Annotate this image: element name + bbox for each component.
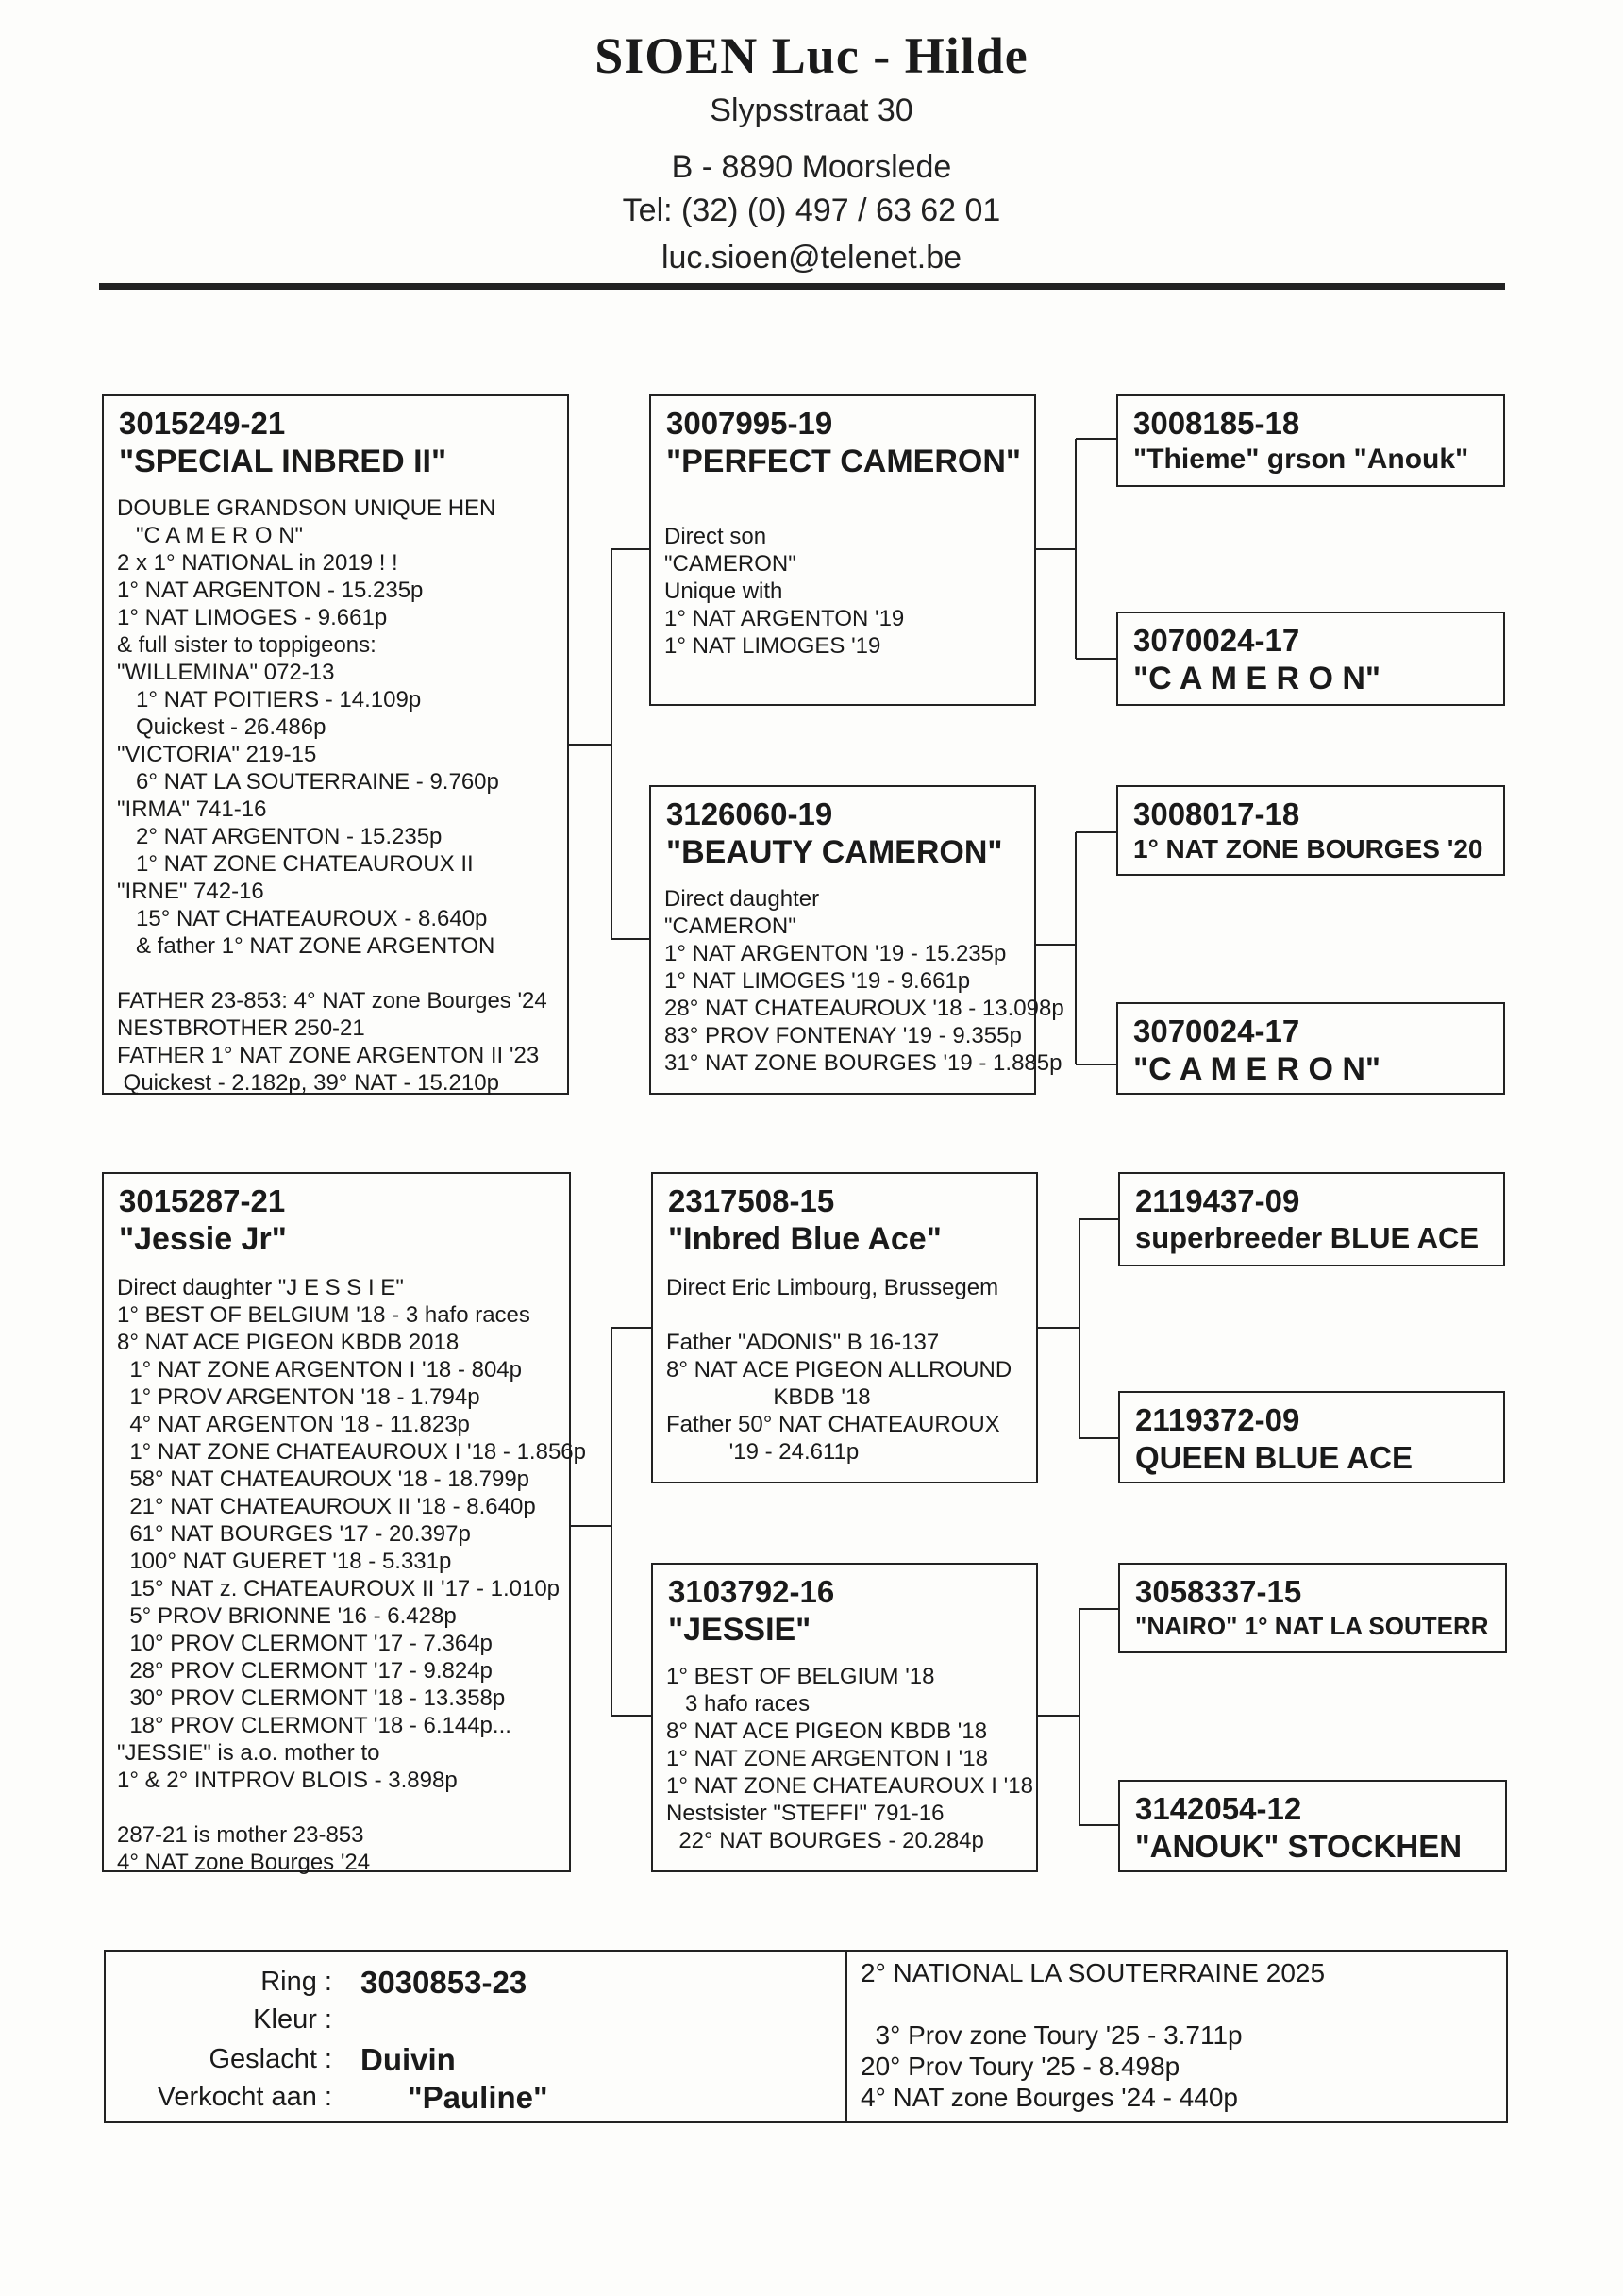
sire-sire-ring: 3007995-19 xyxy=(666,406,833,441)
ds-sire-name: superbreeder BLUE ACE xyxy=(1135,1221,1480,1254)
pigeon-info-box xyxy=(104,1950,1508,2123)
dam-sire-name: "Inbred Blue Ace" xyxy=(668,1221,942,1257)
color-label: Kleur : xyxy=(253,2004,332,2035)
sex-value: Duivin xyxy=(360,2042,456,2077)
dam-box xyxy=(102,1172,586,1875)
sd-sire-ring: 3008017-18 xyxy=(1133,796,1300,831)
sd-sire-name: 1° NAT ZONE BOURGES '20 xyxy=(1133,834,1483,863)
breeder-email: luc.sioen@telenet.be xyxy=(661,240,962,276)
pigeon-info-divider xyxy=(845,1952,847,2121)
ds-sire-box xyxy=(1118,1172,1505,1266)
dam-dam-info: 1° BEST OF BELGIUM '18 3 hafo races 8° NAT ACE PIGEON KBDB '18 1° NAT ZONE ARGENTON I '18 1° NAT ZONE CHATEAUROUX I '18 Nestsister "STEFFI" 791-16 22° NAT BOURGES - 20.284p xyxy=(666,1664,1033,1853)
breeder-phone: Tel: (32) (0) 497 / 63 62 01 xyxy=(622,193,1001,228)
sd-dam-ring: 3070024-17 xyxy=(1133,1014,1300,1048)
sex-label: Geslacht : xyxy=(209,2044,332,2074)
breeder-name: SIOEN Luc - Hilde xyxy=(594,27,1029,84)
sd-dam-box xyxy=(1116,1002,1505,1095)
sd-dam-name: "C A M E R O N" xyxy=(1133,1051,1381,1087)
sire-dam-info: Direct daughter "CAMERON" 1° NAT ARGENTON '19 - 15.235p 1° NAT LIMOGES '19 - 9.661p 28° NAT CHATEAUROUX '18 - 13.098p 83° PROV FONTENAY '19 - 9.355p 31° NAT ZONE BOURGES '19 - 1.885p xyxy=(664,886,1064,1076)
dam-info: Direct daughter "J E S S I E" 1° BEST OF BELGIUM '18 - 3 hafo races 8° NAT ACE PIGEON KBDB 2018 1° NAT ZONE ARGENTON I '18 - 804p 1° PROV ARGENTON '18 - 1.794p 4° NAT ARGENTON '18 - 11.823p 1° NAT ZONE CHATEAUROUX I '18 - 1.856p 58° NAT CHATEAUROUX '18 - 18.799p 21° NAT CHATEAUROUX II '18 - 8.640p 61° NAT BOURGES '17 - 20.397p 100° NAT GUERET '18 - 5.331p 15° NAT z. CHATEAUROUX II '17 - 1.010p 5° PROV BRIONNE '16 - 6.428p 10° PROV CLERMONT '17 - 7.364p 28° PROV CLERMONT '17 - 9.824p 30° PROV CLERMONT '18 - 13.358p 18° PROV CLERMONT '18 - 6.144p... "JESSIE" is a.o. mother to 1° & 2° INTPROV BLOIS - 3.898p 287-21 is mother 23-853 4° NAT zone Bourges '24 xyxy=(117,1275,586,1875)
sold-value: "Pauline" xyxy=(408,2080,548,2115)
sire-dam-name: "BEAUTY CAMERON" xyxy=(666,834,1003,870)
sire-dam-box xyxy=(649,785,1064,1095)
dd-dam-box xyxy=(1118,1780,1507,1872)
sire-info: DOUBLE GRANDSON UNIQUE HEN "C A M E R O N" 2 x 1° NATIONAL in 2019 ! ! 1° NAT ARGENTON - 15.235p 1° NAT LIMOGES - 9.661p & full sister to toppigeons: "WILLEMINA" 072-13 1° NAT POITIERS - 14.109p Quickest - 26.486p "VICTORIA" 219-15 6° NAT LA SOUTERRAINE - 9.760p "IRMA" 741-16 2° NAT ARGENTON - 15.235p 1° NAT ZONE CHATEAUROUX II "IRNE" 742-16 15° NAT CHATEAUROUX - 8.640p & father 1° NAT ZONE ARGENTON FATHER 23-853: 4° NAT zone Bourges '24 NESTBROTHER 250-21 FATHER 1° NAT ZONE ARGENTON II '23 Quickest - 2.182p, 39° NAT - 15.210p xyxy=(117,495,547,1096)
sire-sire-name: "PERFECT CAMERON" xyxy=(666,444,1022,479)
ss-dam-name: "C A M E R O N" xyxy=(1133,661,1381,696)
dam-name: "Jessie Jr" xyxy=(119,1221,287,1257)
ss-sire-box xyxy=(1116,394,1505,487)
dd-sire-ring: 3058337-15 xyxy=(1135,1574,1302,1609)
sire-sire-info: Direct son "CAMERON" Unique with 1° NAT ARGENTON '19 1° NAT LIMOGES '19 xyxy=(664,524,905,659)
dam-dam-box xyxy=(651,1563,1038,1872)
sire-name: "SPECIAL INBRED II" xyxy=(119,444,447,479)
breeder-city: B - 8890 Moorslede xyxy=(671,149,952,185)
pigeon-results: 2° NATIONAL LA SOUTERRAINE 2025 3° Prov zone Toury '25 - 3.711p 20° Prov Toury '25 - 8.498p 4° NAT zone Bourges '24 - 440p xyxy=(861,1958,1326,2112)
dd-sire-box xyxy=(1118,1563,1507,1653)
sd-sire-box xyxy=(1116,785,1505,876)
ss-sire-name: "Thieme" grson "Anouk" xyxy=(1133,444,1469,475)
dam-dam-name: "JESSIE" xyxy=(668,1612,812,1648)
ss-sire-ring: 3008185-18 xyxy=(1133,406,1300,441)
sire-ring: 3015249-21 xyxy=(119,406,286,441)
ds-sire-ring: 2119437-09 xyxy=(1135,1183,1300,1218)
ds-dam-box xyxy=(1118,1391,1505,1483)
dd-dam-name: "ANOUK" STOCKHEN xyxy=(1135,1829,1463,1864)
sire-sire-box xyxy=(649,394,1036,706)
ds-dam-name: QUEEN BLUE ACE xyxy=(1135,1440,1413,1475)
ds-dam-ring: 2119372-09 xyxy=(1135,1402,1300,1437)
breeder-street: Slypsstraat 30 xyxy=(710,92,913,128)
sold-label: Verkocht aan : xyxy=(157,2082,332,2112)
ring-label: Ring : xyxy=(260,1967,332,1997)
ring-value: 3030853-23 xyxy=(360,1965,527,2000)
dam-sire-ring: 2317508-15 xyxy=(668,1183,835,1218)
sire-dam-ring: 3126060-19 xyxy=(666,796,833,831)
dd-sire-name: "NAIRO" 1° NAT LA SOUTERR xyxy=(1135,1612,1489,1640)
dam-ring: 3015287-21 xyxy=(119,1183,286,1218)
ss-dam-box xyxy=(1116,612,1505,706)
dd-dam-ring: 3142054-12 xyxy=(1135,1791,1302,1826)
dam-sire-info: Direct Eric Limbourg, Brussegem Father "ADONIS" B 16-137 8° NAT ACE PIGEON ALLROUND KBDB '18 Father 50° NAT CHATEAUROUX '19 - 24.611p xyxy=(666,1275,1012,1465)
sire-box xyxy=(102,394,569,1095)
dam-dam-ring: 3103792-16 xyxy=(668,1574,835,1609)
ss-dam-ring: 3070024-17 xyxy=(1133,623,1300,658)
dam-sire-box xyxy=(651,1172,1038,1483)
